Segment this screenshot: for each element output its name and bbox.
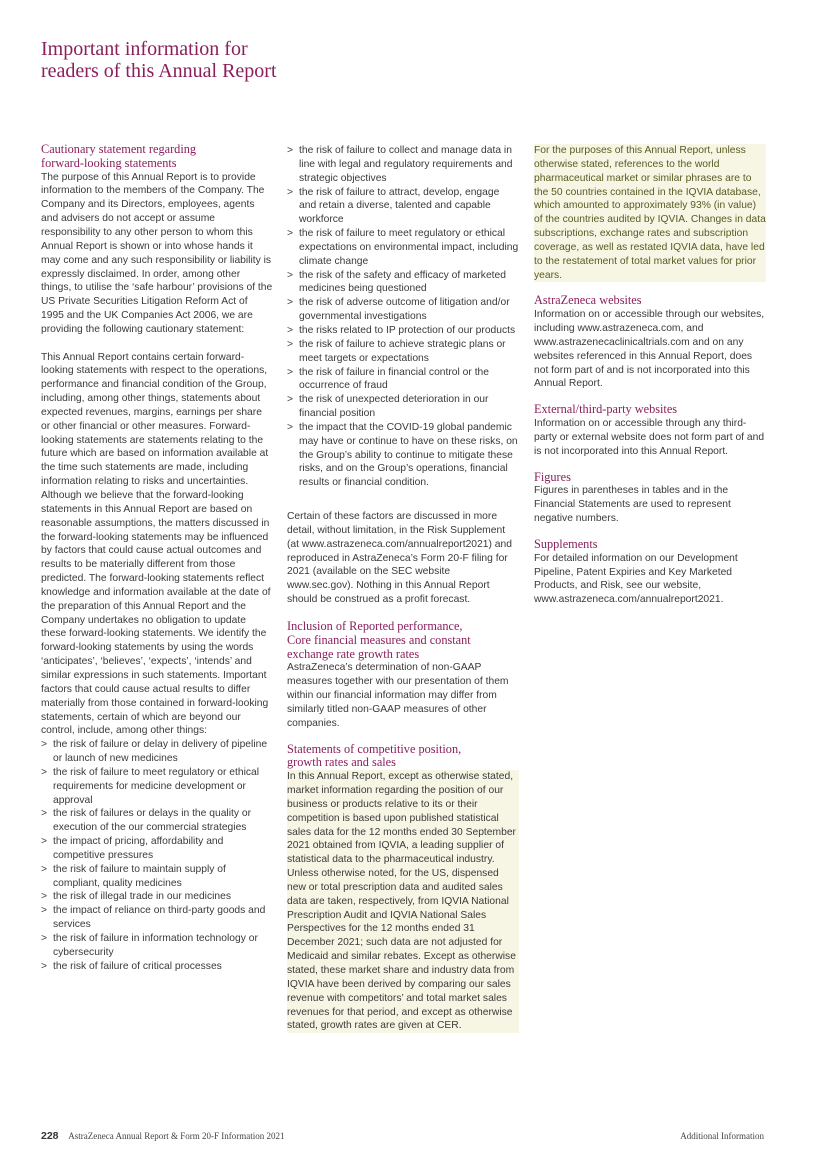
reported-performance-heading-line-3: exchange rate growth rates (287, 646, 420, 661)
reported-performance-heading-line-2: Core financial measures and constant (287, 632, 471, 647)
list-item: > the risk of unexpected deterioration in our financial position (287, 393, 519, 421)
cautionary-heading (41, 143, 273, 171)
forward-looking-paragraph: This Annual Report contains certain forward-looking statements with respect to the operations, performance and financial condition of the Group, including, among other things, statements about expected revenues, margins, earnings per share or other financial or other measures. Forward-looking statements are statements relating to the future which are based on information available at the time such statements are made, including information relating to risks and uncertainties. Although we believe that the forward-looking statements in this Annual Report are based on reasonable assumptions, the matters discussed in the forward-looking statements may be influenced by factors that could cause actual outcomes and results to be materially different from those predicted. The forward-looking statements reflect knowledge and information available at the date of the preparation of this Annual Report and the Company undertakes no obligation to update these forward-looking statements. We identify the forward-looking statements by using the words ‘anticipates’, ‘believes’, ‘expects’, ‘intends’ and similar expressions in such statements. Important factors that could cause actual results to differ materially from those contained in forward-looking statements, certain of which are beyond our control, include, among other things: (41, 351, 271, 737)
list-item: > the impact that the COVID-19 global pandemic may have or continue to have on these risks, on the Group’s ability to continue to mitigate these risks, and on the Group’s operations, financial results or financial condition. (287, 421, 519, 490)
risk-list-1 (41, 738, 273, 973)
reported-performance-heading-line-1: Inclusion of Reported performance, (287, 619, 463, 633)
cautionary-heading-line-2: forward-looking statements (41, 155, 177, 170)
competitive-position-heading (287, 743, 519, 771)
competition-paragraph-1: In this Annual Report, except as otherwise stated, market information regarding the position of our business or products relative to its or their competition is based upon published statistical sales data for the 12 months ended 30 September 2021 obtained from IQVIA, a leading supplier of statistical data to the pharmaceutical industry. (287, 771, 516, 866)
column-2 (287, 144, 519, 1033)
websites-heading: AstraZeneca websites (534, 293, 642, 308)
list-item: > the impact of pricing, affordability and competitive pressures (41, 835, 273, 863)
cautionary-heading-line-1: Cautionary statement regarding (41, 142, 197, 156)
highlighted-block-world-market (534, 144, 766, 282)
column-3 (534, 144, 766, 607)
section-name: Additional Information (680, 1131, 764, 1141)
risk-list-2 (287, 144, 519, 490)
title-line-2: readers of this Annual Report (41, 60, 277, 82)
world-market-paragraph: For the purposes of this Annual Report, unless otherwise stated, references to the world pharmaceutical market or similar phrases are to the 50 countries contained in the IQVIA database, which amounted to approximately 93% (in value) of the countries audited by IQVIA. Changes in data subscriptions, exchange rates and subscription coverage, as well as restated IQVIA data, have led to the restatement of total market values for prior years. (534, 145, 766, 281)
non-gaap-paragraph: AstraZeneca’s determination of non-GAAP measures together with our presentation of them within our financial information may differ from similarly titled non-GAAP measures of other companies. (287, 662, 509, 729)
supplements-heading: Supplements (534, 536, 598, 551)
page-number: 228 (41, 1130, 59, 1142)
list-item: > the risk of failure to meet regulatory or ethical requirements for medicine development or approval (41, 766, 273, 808)
page-title (41, 38, 277, 82)
list-item: > the risk of failure of critical processes (41, 960, 273, 974)
list-item: > the impact of reliance on third-party goods and services (41, 904, 273, 932)
list-item: > the risk of failure to attract, develop, engage and retain a diverse, talented and capable workforce (287, 186, 519, 228)
list-item: > the risk of failure to maintain supply of compliant, quality medicines (41, 863, 273, 891)
websites-paragraph: Information on or accessible through our websites, including www.astrazeneca.com, and www.astrazenecaclinicaltrials.com and on any websites referenced in this Annual Report, does not form part of and is not incorporated into this Annual Report. (534, 309, 765, 390)
list-item: > the risks related to IP protection of our products (287, 324, 519, 338)
title-line-1: Important information for (41, 38, 248, 60)
report-name: AstraZeneca Annual Report & Form 20-F Information 2021 (68, 1131, 285, 1141)
list-item: > the risk of illegal trade in our medicines (41, 890, 273, 904)
list-item: > the risk of failure in financial control or the occurrence of fraud (287, 366, 519, 394)
list-item: > the risk of the safety and efficacy of marketed medicines being questioned (287, 269, 519, 297)
reported-performance-heading (287, 620, 519, 661)
external-websites-heading: External/third-party websites (534, 402, 678, 417)
list-item: > the risk of failure to meet regulatory or ethical expectations on environmental impact, including climate change (287, 227, 519, 269)
list-item: > the risk of failures or delays in the quality or execution of the our commercial strategies (41, 807, 273, 835)
factors-paragraph: Certain of these factors are discussed in more detail, without limitation, in the Risk Supplement (at www.astrazeneca.com/annualreport2021) and reproduced in AstraZeneca’s Form 20-F filing for 2021 (available on the SEC website www.sec.gov). Nothing in this Annual Report should be construed as a profit forecast. (287, 511, 512, 606)
figures-paragraph: Figures in parentheses in tables and in the Financial Statements are used to represent negative numbers. (534, 485, 731, 525)
external-websites-paragraph: Information on or accessible through any third-party or external website does not form part of and is not incorporated into this Annual Report. (534, 418, 765, 457)
competitive-position-heading-line-1: Statements of competitive position, (287, 741, 462, 756)
purpose-paragraph: The purpose of this Annual Report is to provide information to the members of the Company. The Company and its Directors, employees, agents and advisers do not accept or assume responsibility to any other person to whom this Annual Report is shown or into whose hands it may come and any such responsibility or liability is expressly disclaimed. In order, among other things, to utilise the ‘safe harbour’ provisions of the US Private Securities Litigation Reform Act of 1995 and the UK Companies Act 2006, we are providing the following cautionary statement: (41, 171, 273, 335)
list-item: > the risk of failure or delay in delivery of pipeline or launch of new medicines (41, 738, 273, 766)
list-item: > the risk of failure to achieve strategic plans or meet targets or expectations (287, 338, 519, 366)
page-footer (41, 1130, 764, 1142)
figures-heading: Figures (534, 469, 571, 484)
list-item: > the risk of failure in information technology or cybersecurity (41, 932, 273, 960)
list-item: > the risk of adverse outcome of litigation and/or governmental investigations (287, 296, 519, 324)
column-1 (41, 144, 273, 974)
highlighted-block-competition (287, 770, 519, 1033)
competitive-position-heading-line-2: growth rates and sales (287, 755, 396, 770)
list-item: > the risk of failure to collect and manage data in line with legal and regulatory requirements and strategic objectives (287, 144, 519, 186)
competition-paragraph-2: Unless otherwise noted, for the US, dispensed new or total prescription data and audited sales data are taken, respectively, from IQVIA National Prescription Audit and IQVIA National Sales Perspectives for the 12 months ended 31 December 2021; such data are not adjusted for Medicaid and similar rebates. Except as otherwise stated, these market share and industry data from IQVIA have been derived by comparing our sales revenue with competitors’ and total market sales revenues for that period, and except as otherwise stated, growth rates are given at CER. (287, 868, 516, 1032)
supplements-paragraph: For detailed information on our Development Pipeline, Patent Expiries and Key Marketed Products, and Risk, see our website, www.astrazeneca.com/annualreport2021. (534, 552, 738, 606)
